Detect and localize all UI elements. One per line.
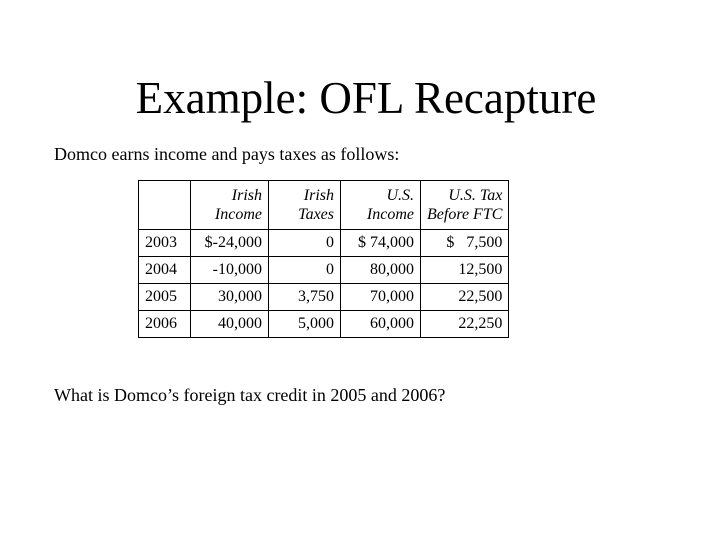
header-us-tax-line1: U.S. Tax: [448, 187, 503, 204]
tax-table: [138, 180, 509, 338]
header-year: [139, 181, 191, 230]
header-irish-income: [191, 181, 269, 230]
table-row: [139, 311, 509, 338]
question-text: What is Domco’s foreign tax credit in 2005 and 2006?: [54, 385, 446, 405]
irish-income-cell: 40,000: [191, 311, 269, 338]
irish-income-cell: 30,000: [191, 284, 269, 311]
header-us-income-line2: Income: [366, 206, 414, 223]
irish-taxes-cell: 0: [269, 230, 341, 257]
table-row: [139, 257, 509, 284]
slide-title: Example: OFL Recapture: [135, 73, 597, 123]
year-cell: 2006: [139, 311, 191, 338]
us-income-cell: $ 74,000: [341, 230, 421, 257]
year-cell: 2004: [139, 257, 191, 284]
irish-taxes-cell: 5,000: [269, 311, 341, 338]
us-income-cell: 60,000: [341, 311, 421, 338]
header-irish-income-line1: Irish: [231, 187, 262, 204]
header-us-income: [341, 181, 421, 230]
us-tax-cell: 12,500: [421, 257, 509, 284]
us-income-cell: 80,000: [341, 257, 421, 284]
irish-income-cell: $-24,000: [191, 230, 269, 257]
us-income-cell: 70,000: [341, 284, 421, 311]
table-row: [139, 230, 509, 257]
header-us-tax-line2: Before FTC: [427, 206, 503, 223]
year-cell: 2005: [139, 284, 191, 311]
us-tax-cell: 22,250: [421, 311, 509, 338]
irish-income-cell: -10,000: [191, 257, 269, 284]
year-cell: 2003: [139, 230, 191, 257]
irish-taxes-cell: 3,750: [269, 284, 341, 311]
table-row: [139, 284, 509, 311]
header-irish-taxes-line1: Irish: [303, 187, 334, 204]
table-header-row: [139, 181, 509, 230]
header-us-tax-before-ftc: [421, 181, 509, 230]
header-irish-taxes-line2: Taxes: [298, 206, 334, 223]
us-tax-cell: $ 7,500: [421, 230, 509, 257]
header-us-income-line1: U.S.: [386, 187, 414, 204]
us-tax-cell: 22,500: [421, 284, 509, 311]
irish-taxes-cell: 0: [269, 257, 341, 284]
intro-text: Domco earns income and pays taxes as follows:: [54, 144, 400, 164]
header-irish-income-line2: Income: [214, 206, 262, 223]
header-irish-taxes: [269, 181, 341, 230]
